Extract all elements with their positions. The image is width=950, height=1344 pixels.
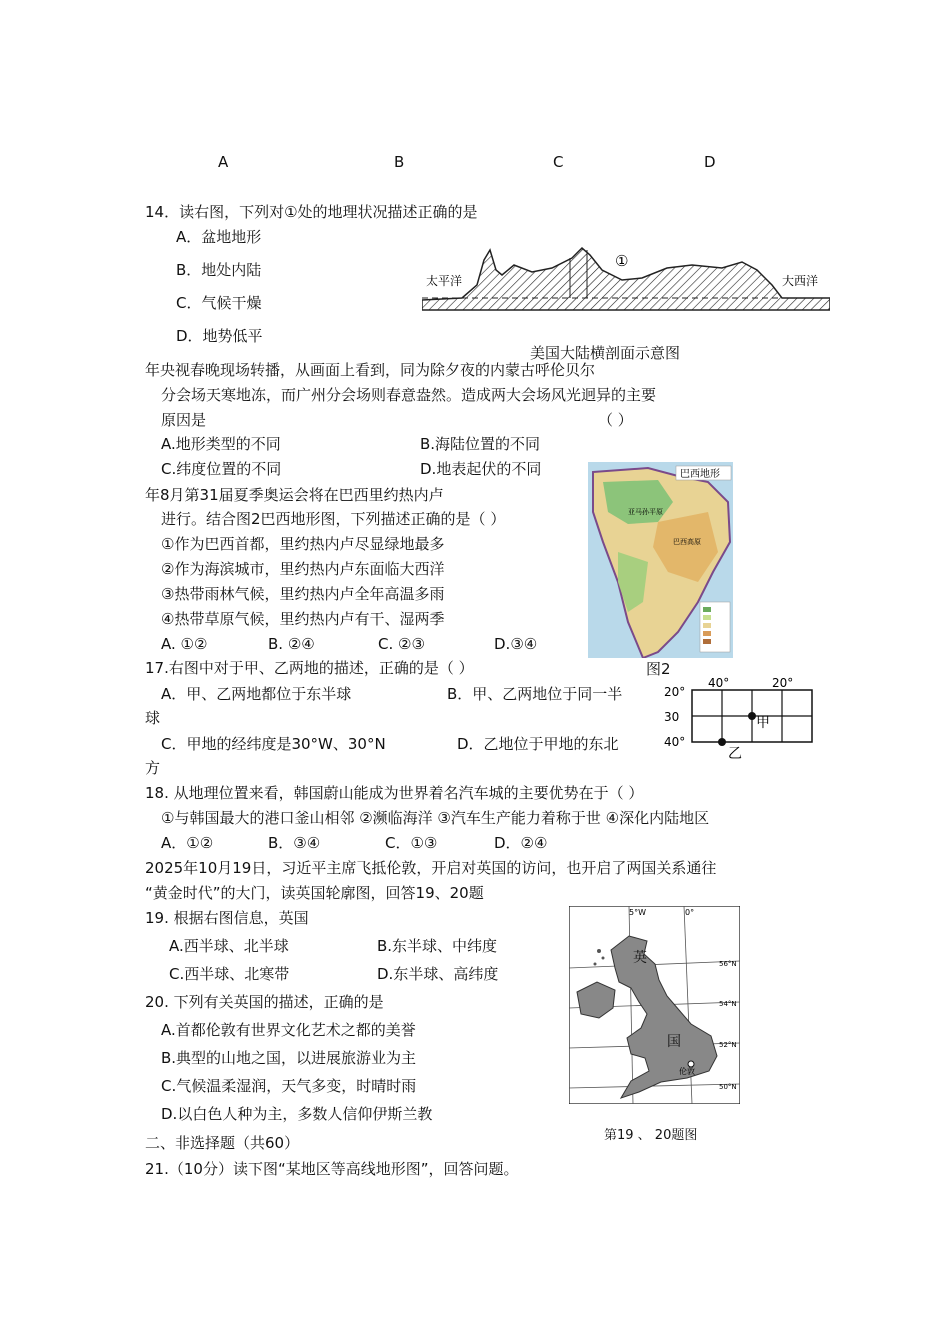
q21-stem: 21.（10分）读下图“某地区等高线地形图”，回答问题。 (145, 1160, 519, 1178)
q14-stem: 14．读右图，下列对①处的地理状况描述正确的是 (145, 203, 478, 221)
q16-statement-2: ②作为海滨城市，里约热内卢东面临大西洋 (161, 560, 445, 578)
lat-label-52: 52°N (719, 1041, 737, 1049)
brazil-terrain-map (588, 462, 733, 658)
brazil-map-title: 巴西地形 (680, 469, 720, 480)
uk-char-ying: 英 (633, 950, 647, 966)
q20-option-b: B.典型的山地之国，以进展旅游业为主 (161, 1049, 417, 1067)
label-yi: 乙 (728, 746, 742, 762)
lat-long-grid (662, 674, 832, 764)
q16-option-c: C. ②③ (378, 635, 425, 653)
q17-option-a: A．甲、乙两地都位于东半球 (161, 685, 352, 703)
intro-19-20-line-1: 2025年10月19日，习近平主席飞抵伦敦，开启对英国的访问，也开启了两国关系通往 (145, 859, 717, 877)
q14-option-d: D．地势低平 (176, 327, 263, 345)
q20-option-c: C.气候温柔湿润，天气多变，时晴时雨 (161, 1077, 417, 1095)
intro-19-20-line-2: “黄金时代”的大门，读英国轮廓图，回答19、20题 (145, 884, 484, 902)
lat-label-56: 56°N (719, 960, 737, 968)
q19-stem: 19. 根据右图信息，英国 (145, 909, 309, 927)
grid-top-label-1: 40° (708, 676, 730, 690)
q16-statement-3: ③热带雨林气候，里约热内卢全年高温多雨 (161, 585, 445, 603)
label-jia: 甲 (756, 715, 770, 731)
amazon-label: 亚马孙平原 (628, 508, 663, 516)
q18-option-c: C．①③ (385, 834, 438, 852)
lon-label-0: 0° (685, 908, 695, 917)
q20-option-d: D.以白色人种为主，多数人信仰伊斯兰教 (161, 1105, 433, 1123)
plateau-label: 巴西高原 (673, 538, 701, 546)
q15-bracket: （ ） (598, 411, 633, 429)
grid-left-label-3: 40° (664, 735, 686, 749)
point-jia (748, 712, 756, 720)
uk-outline-map (569, 906, 740, 1104)
marker-1: ① (615, 252, 629, 270)
atlantic-label: 大西洋 (782, 274, 819, 288)
q15-option-b: B.海陆位置的不同 (420, 435, 541, 453)
q18-statements: ①与韩国最大的港口釜山相邻 ②濒临海洋 ③汽车生产能力着称于世 ④深化内陆地区 (161, 809, 710, 827)
lat-label-50: 50°N (719, 1083, 737, 1091)
lon-label-5w: 5°W (629, 908, 646, 917)
q18-option-b: B．③④ (268, 834, 321, 852)
q18-option-a: A．①② (161, 834, 214, 852)
q16-statement-4: ④热带草原气候，里约热内卢有干、湿两季 (161, 610, 445, 628)
q19-option-a: A.西半球、北半球 (169, 937, 289, 955)
option-a-label: A (218, 153, 229, 171)
q16-option-b: B. ②④ (268, 635, 315, 653)
q19-option-c: C.西半球、北寒带 (169, 965, 290, 983)
q17-option-c: C．甲地的经纬度是30°W、30°N (161, 735, 386, 753)
uk-map-caption: 第19 、 20题图 (604, 1128, 698, 1143)
london-label: 伦敦 (679, 1067, 695, 1076)
q15-option-c: C.纬度位置的不同 (161, 460, 282, 478)
q14-option-b: B．地处内陆 (176, 261, 262, 279)
q17-option-b-cont: 球 (145, 709, 161, 727)
q15-option-d: D.地表起伏的不同 (420, 460, 542, 478)
lat-label-54: 54°N (719, 1000, 737, 1008)
q14-option-a: A．盆地地形 (176, 228, 262, 246)
section-2-heading: 二、非选择题（共60） (145, 1134, 300, 1152)
q16-line-1: 年8月第31届夏季奥运会将在巴西里约热内卢 (145, 486, 444, 504)
option-d-label: D (704, 153, 716, 171)
point-yi (718, 738, 726, 746)
q18-stem: 18. 从地理位置来看，韩国蔚山能成为世界着名汽车城的主要优势在于（ ） (145, 784, 644, 802)
q16-option-d: D.③④ (494, 635, 538, 653)
q16-option-a: A. ①② (161, 635, 208, 653)
cross-section-caption: 美国大陆横剖面示意图 (530, 344, 681, 362)
q16-line-2: 进行。结合图2巴西地形图，下列描述正确的是（ ） (161, 510, 506, 528)
q17-stem: 17.右图中对于甲、乙两地的描述，正确的是（ ） (145, 659, 474, 677)
q19-option-b: B.东半球、中纬度 (377, 937, 498, 955)
q15-line-3: 原因是 (161, 411, 207, 429)
q18-option-d: D．②④ (494, 834, 548, 852)
q19-option-d: D.东半球、高纬度 (377, 965, 499, 983)
uk-char-guo: 国 (667, 1034, 681, 1050)
q17-option-d: D．乙地位于甲地的东北 (457, 735, 619, 753)
option-b-label: B (394, 153, 405, 171)
q17-option-b: B．甲、乙两地位于同一半 (447, 685, 623, 703)
q15-line-1: 年央视春晚现场转播，从画面上看到，同为除夕夜的内蒙古呼伦贝尔 (145, 361, 596, 379)
us-cross-section-figure (422, 240, 830, 320)
q20-stem: 20. 下列有关英国的描述，正确的是 (145, 993, 384, 1011)
q15-option-a: A.地形类型的不同 (161, 435, 281, 453)
q15-line-2: 分会场天寒地冻，而广州分会场则春意盎然。造成两大会场风光迥异的主要 (161, 386, 657, 404)
q17-option-d-cont: 方 (145, 759, 161, 777)
grid-left-label-2: 30 (664, 710, 680, 724)
grid-left-label-1: 20° (664, 685, 686, 699)
option-c-label: C (553, 153, 564, 171)
brazil-map-caption: 图2 (646, 660, 671, 678)
pacific-label: 太平洋 (426, 274, 463, 288)
q14-option-c: C．气候干燥 (176, 294, 262, 312)
q16-statement-1: ①作为巴西首都，里约热内卢尽显绿地最多 (161, 535, 445, 553)
grid-top-label-2: 20° (772, 676, 794, 690)
q20-option-a: A.首都伦敦有世界文化艺术之都的美誉 (161, 1021, 416, 1039)
